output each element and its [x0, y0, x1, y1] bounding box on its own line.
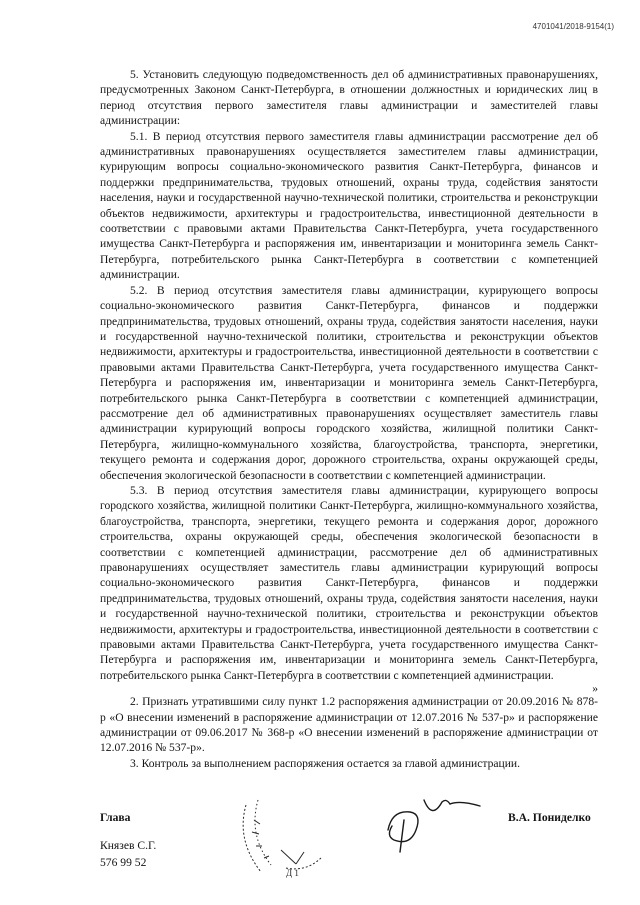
- signatory-title: Глава: [100, 811, 131, 824]
- paragraph-2: 2. Признать утратившими силу пункт 1.2 распоряжения администрации от 20.09.2016 № 878-р «О внесении изменений в распоряжение администрации от 12.07.2016 № 537-р» и распоряжение администрации от 09.06.2017 № 368-р «О внесении изменений в распоряжение администрации от 12.07.2016 № 537-р».: [100, 695, 598, 755]
- paragraph-5-2: 5.2. В период отсутствия заместителя главы администрации, курирующего вопросы социально-экономического развития Санкт-Петербурга, финансов и поддержки предпринимательства, трудовых отношений, охраны труда, содействия занятости населения, науки и государственной научно-технической политики, строительства и реконструкции объектов недвижимости, архитектуры и градостроительства, инвестиционной деятельности в соответствии с правовыми актами Правительства Санкт-Петербурга, учета государственного имущества Санкт-Петербурга и распоряжения им, инвентаризации и мониторинга земель Санкт-Петербурга, потребительского рынка Санкт-Петербурга в соответствии с компетенцией администрации, рассмотрение дел об административных правонарушениях осуществляет заместитель главы администрации курирующий вопросы городского хозяйства, жилищной политики Санкт-Петербурга, жилищно-коммунального хозяйства, благоустройства, транспорта, энергетики, текущего ремонта и содержания дорог, дорожного строительства, охраны окружающей среды, обеспечения экологической безопасности в соответствии с компетенцией администрации.: [100, 283, 598, 482]
- closing-quote: »: [592, 682, 598, 696]
- paragraph-5-3: 5.3. В период отсутствия заместителя главы администрации, курирующего вопросы городского хозяйства, жилищной политики Санкт-Петербурга, жилищно-коммунального хозяйства, благоустройства, транспорта, энергетики, текущего ремонта и содержания дорог, дорожного строительства, охраны окружающей среды, обеспечения экологической безопасности в соответствии с компетенцией администрации, рассмотрение дел об административных правонарушениях осуществляет заместитель главы администрации курирующий вопросы социально-экономического развития Санкт-Петербурга, финансов и поддержки предпринимательства, трудовых отношений, охраны труда, содействия занятости населения, науки и государственной научно-технической политики, строительства и реконструкции объектов недвижимости, архитектуры и градостроительства, инвестиционной деятельности в соответствии с правовыми актами Правительства Санкт-Петербурга, учета государственного имущества Санкт-Петербурга и распоряжения им, инвентаризации и мониторинга земель Санкт-Петербурга, потребительского рынка Санкт-Петербурга в соответствии с компетенцией администрации.: [100, 483, 598, 682]
- executor-block: [100, 837, 156, 871]
- svg-text:Д 1: Д 1: [286, 868, 299, 878]
- executor-name: Князев С.Г.: [100, 839, 157, 852]
- official-stamp: [226, 780, 346, 890]
- document-body: [100, 67, 598, 771]
- document-id: 4701041/2018-9154(1): [532, 22, 614, 31]
- paragraph-5-1: 5.1. В период отсутствия первого заместителя главы администрации рассмотрение дел об административных правонарушениях осуществляется заместителем главы администрации, курирующим вопросы социально-экономического развития Санкт-Петербурга, финансов и поддержки предпринимательства, трудовых отношений, охраны труда, содействия занятости населения, науки и государственной научно-технической политики, строительства и реконструкции объектов недвижимости, архитектуры и градостроительства, инвестиционной деятельности в соответствии с правовыми актами Правительства Санкт-Петербурга, учета государственного имущества Санкт-Петербурга и распоряжения им, инвентаризации и мониторинга земель Санкт-Петербурга, потребительского рынка Санкт-Петербурга в соответствии с компетенцией администрации.: [100, 129, 598, 282]
- signatory-name: В.А. Пониделко: [508, 811, 591, 824]
- handwritten-signature: [380, 790, 490, 860]
- paragraph-3: 3. Контроль за выполнением распоряжения остается за главой администрации.: [130, 756, 521, 770]
- executor-phone: 576 99 52: [100, 856, 147, 869]
- paragraph-5: 5. Установить следующую подведомственность дел об административных правонарушениях, предусмотренных Законом Санкт-Петербурга, в отношении должностных и юридических лиц в период отсутствия первого заместителя главы администрации и заместителей главы администрации:: [100, 68, 598, 128]
